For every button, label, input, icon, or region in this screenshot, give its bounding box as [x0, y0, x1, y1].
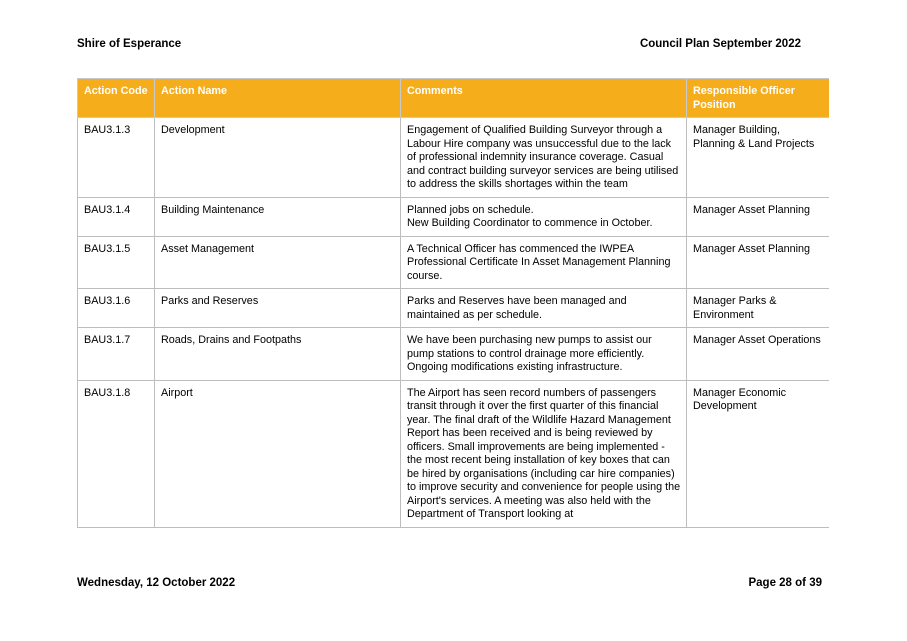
cell-officer: Manager Asset Planning — [687, 236, 830, 289]
cell-comments — [401, 197, 687, 236]
cell-comments — [401, 236, 687, 289]
cell-comments — [401, 289, 687, 328]
cell-action-name: Asset Management — [155, 236, 401, 289]
cell-action-code: BAU3.1.4 — [78, 197, 155, 236]
cell-action-code: BAU3.1.5 — [78, 236, 155, 289]
cell-comments — [401, 380, 687, 527]
comment-line: Parks and Reserves have been managed and maintained as per schedule. — [407, 295, 627, 321]
document-subtitle: Council Plan September 2022 — [639, 38, 801, 50]
header-action-name: Action Name — [155, 79, 401, 118]
page-number: Page 28 of 39 — [748, 577, 822, 589]
table-header-row — [78, 79, 830, 118]
cell-action-code: BAU3.1.3 — [78, 118, 155, 198]
cell-action-name: Airport — [155, 380, 401, 527]
council-plan-table — [77, 78, 829, 538]
comment-line: Planned jobs on schedule. — [407, 203, 534, 216]
footer-date: Wednesday, 12 October 2022 — [77, 577, 236, 589]
document-title: Shire of Esperance — [77, 38, 182, 50]
table-row — [78, 289, 830, 328]
cell-officer: Manager Asset Planning — [687, 197, 830, 236]
cell-action-name: Building Maintenance — [155, 197, 401, 236]
cell-officer: Manager Asset Operations — [687, 328, 830, 381]
table-row — [78, 328, 830, 381]
comment-line: A Technical Officer has commenced the IWPEA Professional Certificate In Asset Management Planning course. — [407, 242, 671, 282]
comment-line: New Building Coordinator to commence in October. — [407, 217, 653, 229]
cell-officer: Manager Parks & Environment — [687, 289, 830, 328]
comment-line: Engagement of Qualified Building Surveyor through a Labour Hire company was unsuccessful due to the lack of professional indemnity insurance coverage. Casual and contract building surveyor services are being utilised to address the skills shortages within the team — [407, 124, 679, 190]
header-responsible-officer: Responsible Officer Position — [687, 79, 830, 118]
cell-action-code: BAU3.1.7 — [78, 328, 155, 381]
cell-officer: Manager Economic Development — [687, 380, 830, 527]
table-row — [78, 118, 830, 198]
cell-comments — [401, 328, 687, 381]
comment-line: The Airport has seen record numbers of passengers transit through it over the first quarter of this financial year. The final draft of the Wildlife Hazard Management Report has been received and is being reviewed by officers. Small improvements are being implemented - the most recent being installation of key boxes that can be hired by organisations (including car hire companies) to improve security and convenience for people using the Airport's services. A meeting was also held with the Department of Transport looking at — [407, 386, 681, 520]
table-row — [78, 236, 830, 289]
header-action-code: Action Code — [78, 79, 155, 118]
cell-action-code: BAU3.1.6 — [78, 289, 155, 328]
actions-table — [77, 78, 829, 528]
cell-action-name: Parks and Reserves — [155, 289, 401, 328]
cell-action-name: Development — [155, 118, 401, 198]
cell-comments — [401, 118, 687, 198]
header-comments: Comments — [401, 79, 687, 118]
cell-action-name: Roads, Drains and Footpaths — [155, 328, 401, 381]
comment-line: We have been purchasing new pumps to assist our pump stations to control drainage more efficiently. Ongoing modifications existing infrastructure. — [407, 334, 652, 373]
table-row — [78, 197, 830, 236]
table-row — [78, 380, 830, 527]
cell-action-code: BAU3.1.8 — [78, 380, 155, 527]
cell-officer: Manager Building, Planning & Land Projects — [687, 118, 830, 198]
